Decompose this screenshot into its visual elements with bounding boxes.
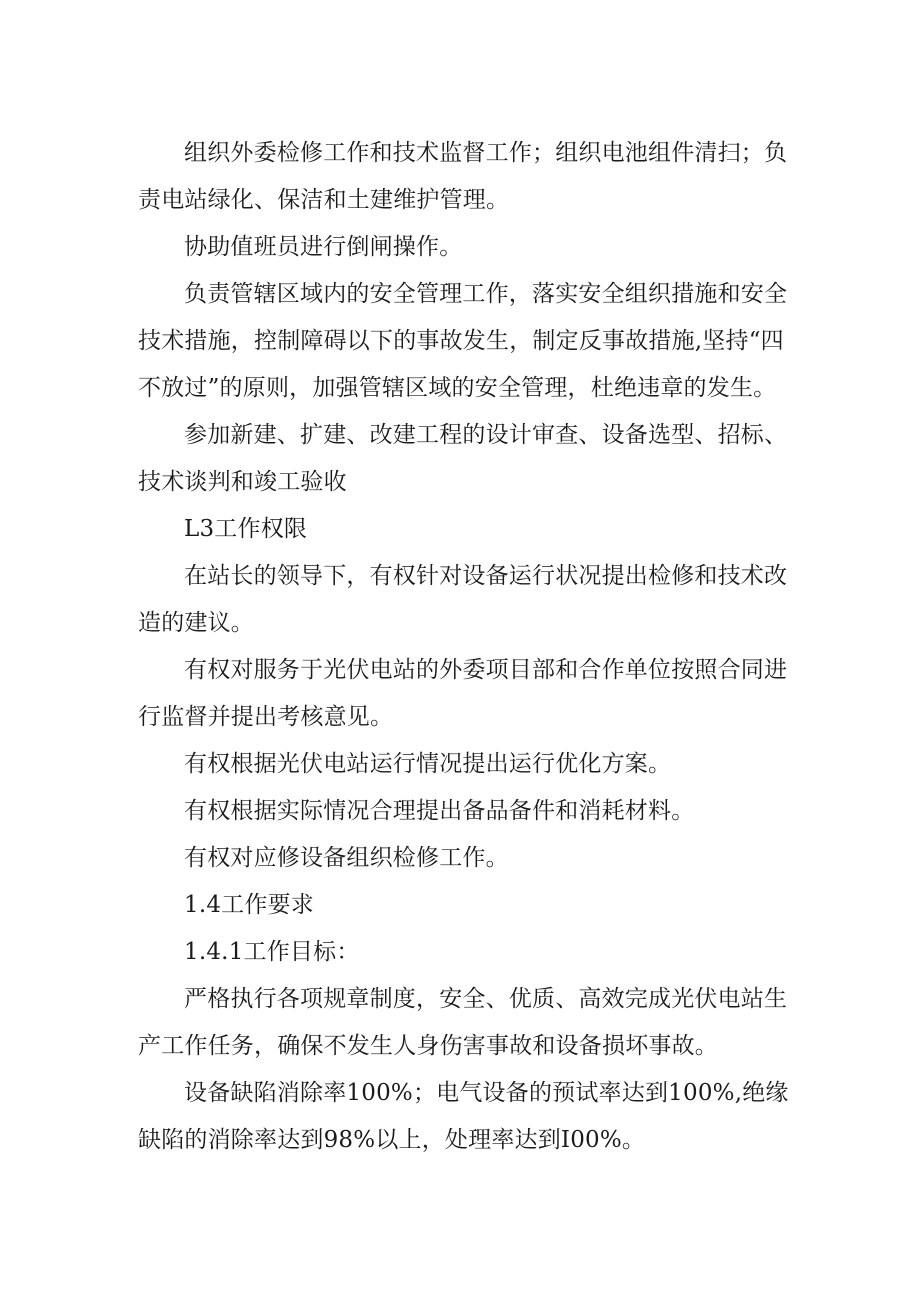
paragraph-authority-repair: 有权对应修设备组织检修工作。 bbox=[184, 845, 509, 871]
paragraph-goal-defect-rates: 设备缺陷消除率100%；电气设备的预试率达到100%,绝缘缺陷的消除率达到98%以上，处理率达到I00%。 bbox=[138, 1080, 789, 1153]
paragraph-external-maintenance: 组织外委检修工作和技术监督工作；组织电池组件清扫；负责电站绿化、保洁和土建维护管理。 bbox=[138, 140, 788, 213]
paragraph-goal-safety: 严格执行各项规章制度，安全、优质、高效完成光伏电站生产工作任务，确保不发生人身伤害事故和设备损坏事故。 bbox=[138, 986, 788, 1059]
paragraph-safety-management: 负责管辖区域内的安全管理工作，落实安全组织措施和安全技术措施，控制障碍以下的事故发生，制定反事故措施,坚持“四不放过”的原则，加强管辖区域的安全管理，杜绝违章的发生。 bbox=[138, 281, 788, 401]
paragraph-authority-optimization: 有权根据光伏电站运行情况提出运行优化方案。 bbox=[184, 751, 672, 777]
paragraph-authority-supervision: 有权对服务于光伏电站的外委项目部和合作单位按照合同进行监督并提出考核意见。 bbox=[138, 657, 788, 730]
section-heading-requirements: 1.4工作要求 bbox=[184, 892, 314, 918]
paragraph-authority-spare-parts: 有权根据实际情况合理提出备品备件和消耗材料。 bbox=[184, 798, 695, 824]
section-heading-authority: L3工作权限 bbox=[184, 516, 308, 542]
paragraph-project-participation: 参加新建、扩建、改建工程的设计审查、设备选型、招标、技术谈判和竣工验收 bbox=[138, 422, 788, 495]
subsection-heading-goals: 1.4.1工作目标： bbox=[184, 939, 360, 965]
paragraph-switching-assist: 协助值班员进行倒闸操作。 bbox=[184, 234, 463, 260]
paragraph-authority-proposal: 在站长的领导下，有权针对设备运行状况提出检修和技术改造的建议。 bbox=[138, 563, 788, 636]
